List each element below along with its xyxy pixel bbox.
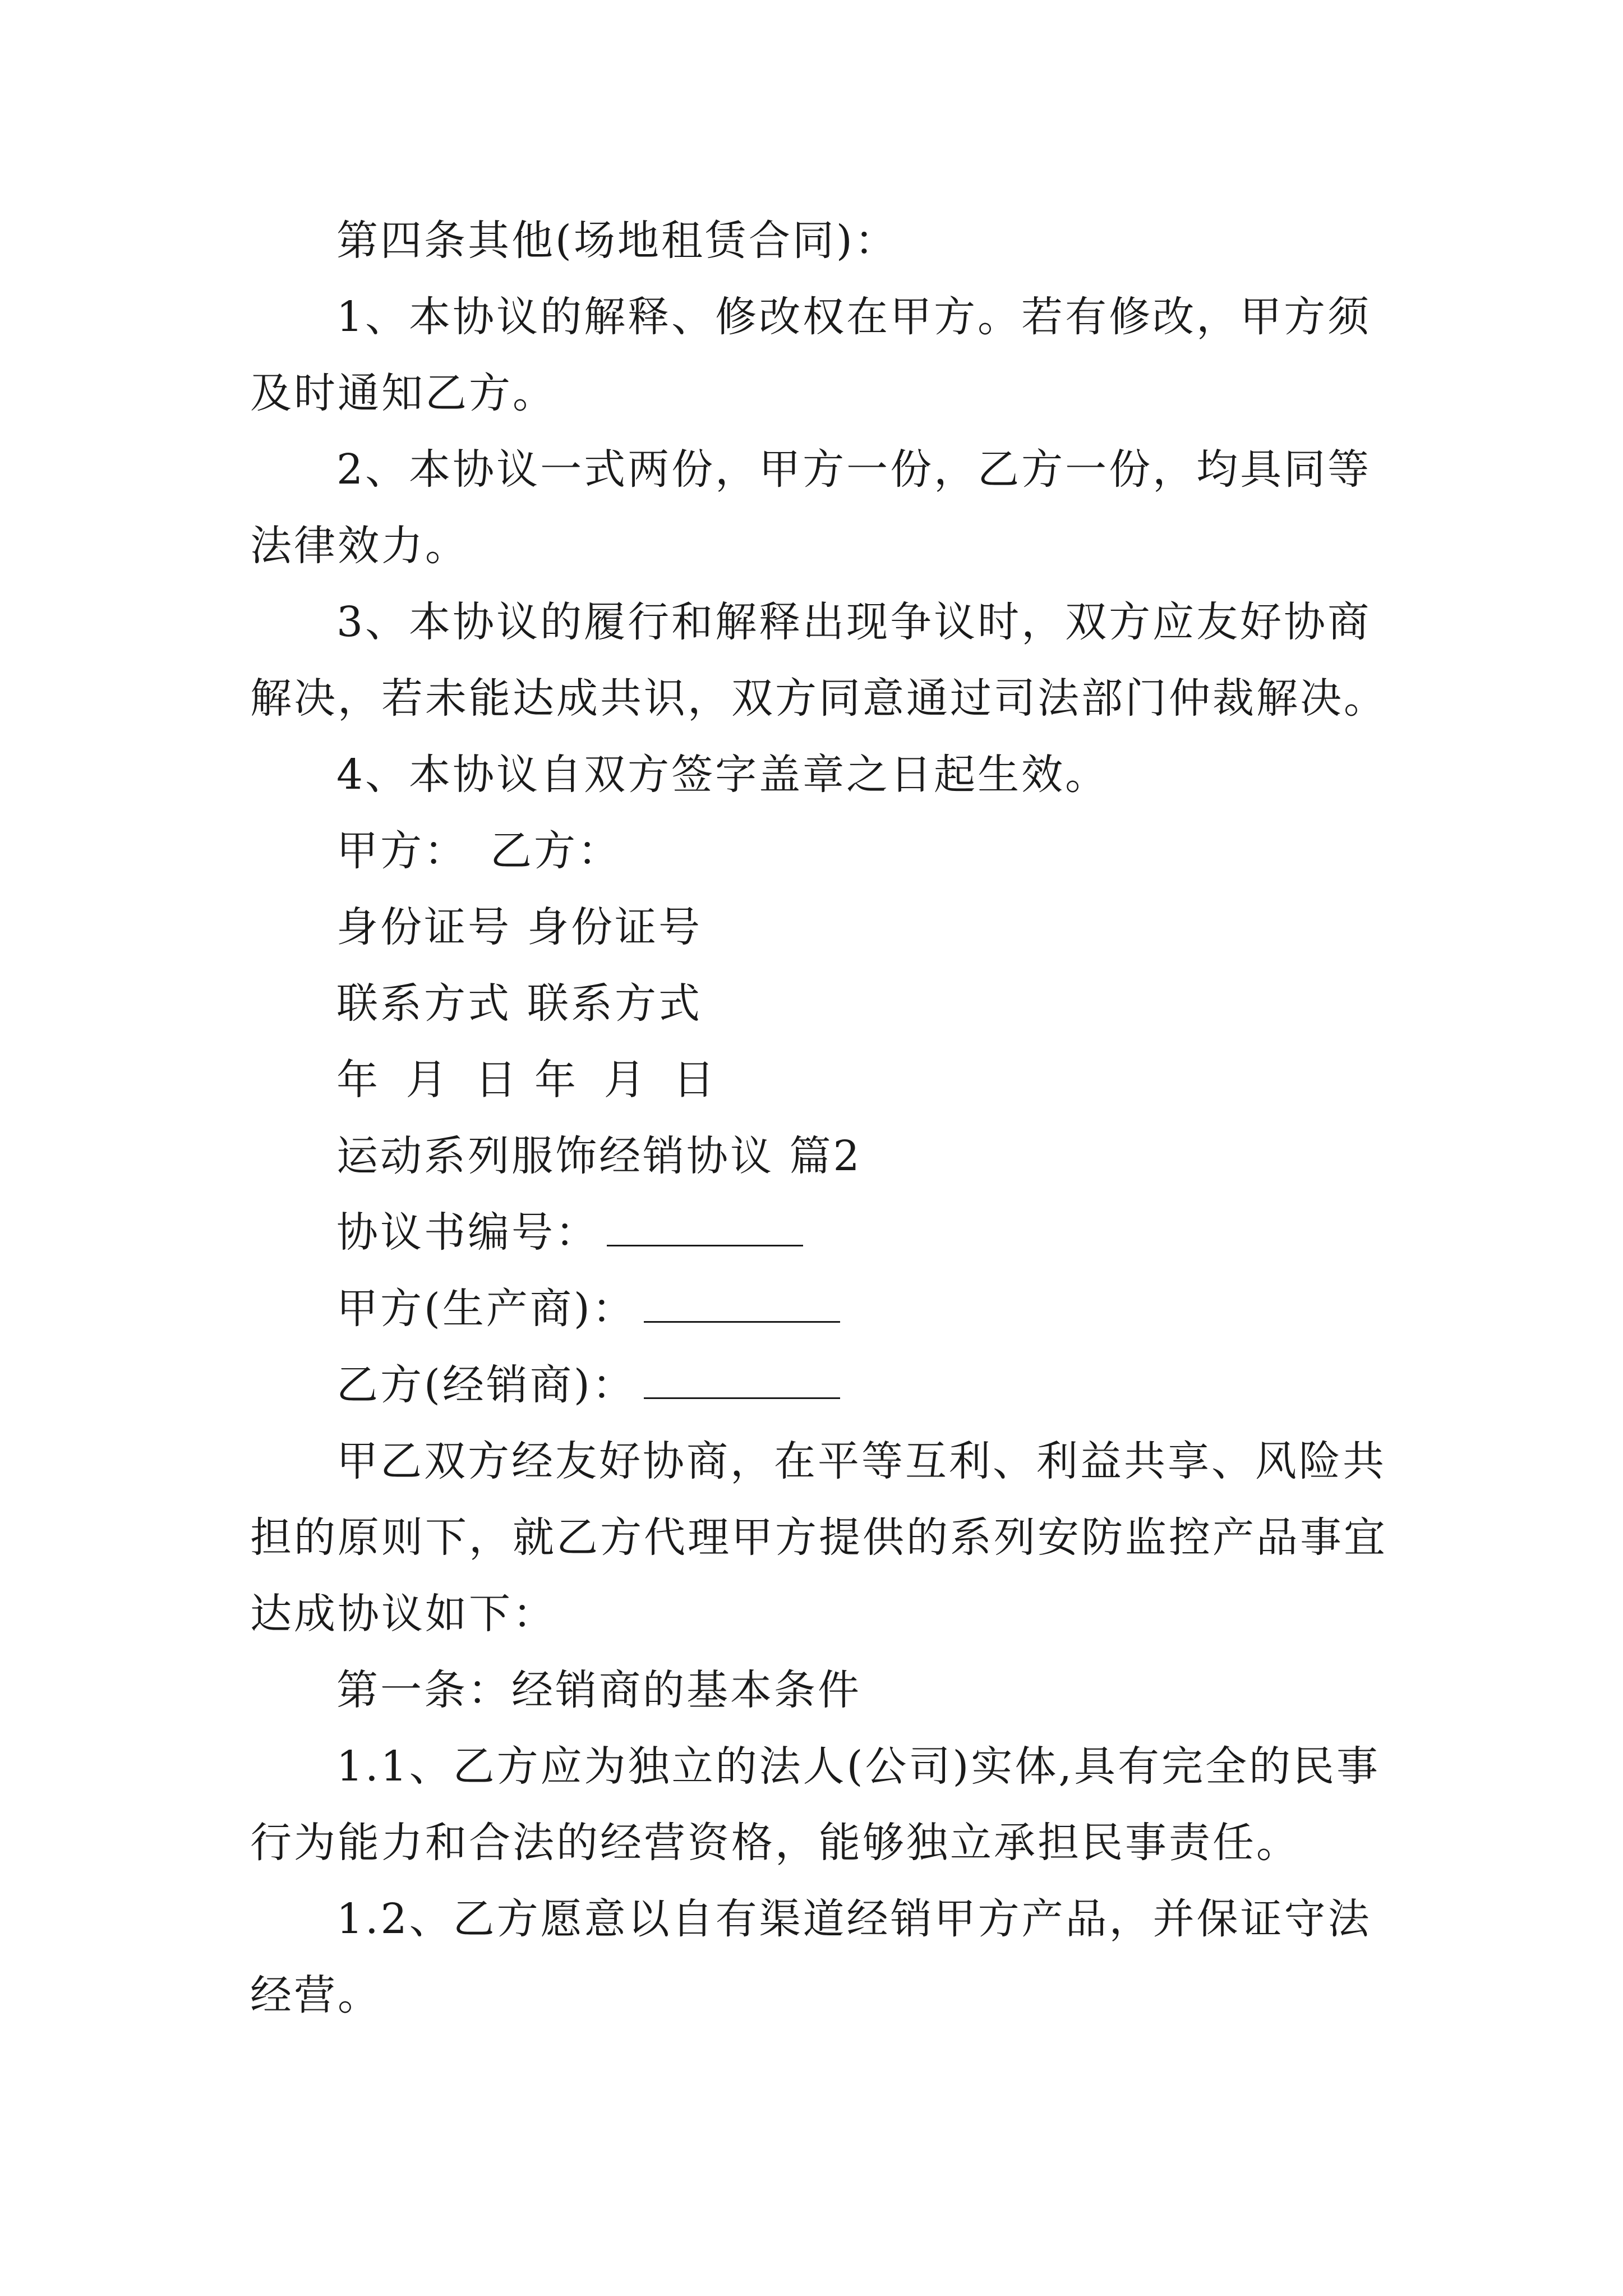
party-a-blank <box>644 1319 840 1323</box>
date-a-label: 年 月 日 <box>336 1056 519 1104</box>
paragraph-line: 达成协议如下： <box>250 1590 556 1638</box>
signature-date-row <box>336 1056 717 1104</box>
paragraph-line: 解决，若未能达成共识，双方同意通过司法部门仲裁解决。 <box>250 674 1387 723</box>
paragraph-line: 1.1、乙方应为独立的法人(公司)实体,具有完全的民事 <box>336 1742 1380 1791</box>
party-a-manufacturer-label: 甲方(生产商)： <box>336 1285 636 1333</box>
paragraph-line: 3、本协议的履行和解释出现争议时，双方应友好协商 <box>336 598 1372 646</box>
date-b-label: 年 月 日 <box>534 1056 717 1104</box>
paragraph-line: 担的原则下，就乙方代理甲方提供的系列安防监控产品事宜 <box>250 1513 1387 1562</box>
signature-contact-row <box>336 979 702 1028</box>
paragraph-line: 1、本协议的解释、修改权在甲方。若有修改，甲方须 <box>336 293 1372 341</box>
paragraph-line: 法律效力。 <box>250 522 469 570</box>
agreement-number-row <box>336 1208 803 1257</box>
id-b-label: 身份证号 <box>527 903 702 951</box>
paragraph-line: 及时通知乙方。 <box>250 369 556 417</box>
signature-party-row <box>336 827 621 875</box>
paragraph-line: 甲乙双方经友好协商，在平等互利、利益共享、风险共 <box>336 1437 1386 1485</box>
paragraph-line: 行为能力和合法的经营资格，能够独立承担民事责任。 <box>250 1819 1300 1867</box>
article-one-heading: 第一条：经销商的基本条件 <box>336 1666 861 1714</box>
paragraph-line: 2、本协议一式两份，甲方一份，乙方一份，均具同等 <box>336 445 1372 494</box>
party-a-row <box>336 1285 840 1333</box>
section-title: 运动系列服饰经销协议 篇2 <box>336 1132 862 1180</box>
article-four-heading: 第四条其他(场地租赁合同)： <box>336 217 898 265</box>
paragraph-line: 1.2、乙方愿意以自有渠道经销甲方产品，并保证守法 <box>336 1895 1372 1943</box>
party-b-distributor-label: 乙方(经销商)： <box>336 1361 636 1409</box>
signature-id-row <box>336 903 702 951</box>
party-a-label: 甲方： <box>336 827 468 875</box>
party-b-label: 乙方： <box>490 827 621 875</box>
agreement-number-blank <box>607 1243 803 1246</box>
party-b-blank <box>644 1395 840 1399</box>
id-a-label: 身份证号 <box>336 903 511 951</box>
party-b-row <box>336 1361 840 1409</box>
paragraph-line: 4、本协议自双方签字盖章之日起生效。 <box>336 751 1109 799</box>
agreement-number-label: 协议书编号： <box>336 1208 599 1257</box>
paragraph-line: 经营。 <box>250 1971 381 2019</box>
contact-a-label: 联系方式 <box>336 979 511 1028</box>
contact-b-label: 联系方式 <box>527 979 702 1028</box>
